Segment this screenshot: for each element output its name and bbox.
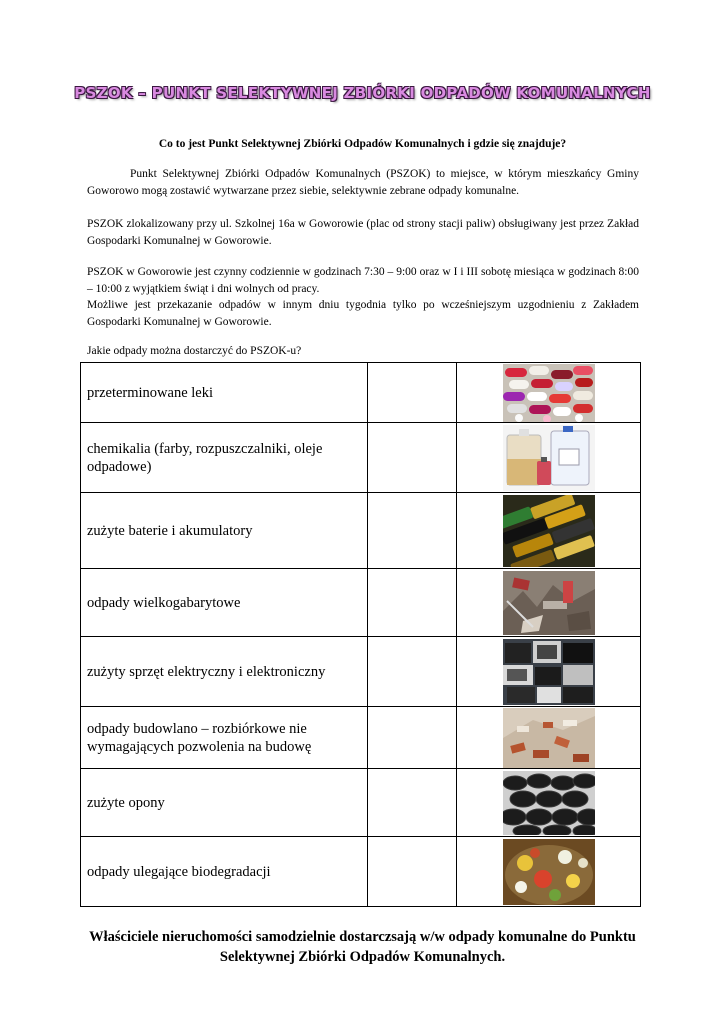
empty-cell — [367, 769, 456, 837]
bulky-waste-photo — [503, 571, 595, 635]
empty-cell — [367, 637, 456, 707]
electronics-photo — [503, 639, 595, 705]
waste-label: odpady wielkogabarytowe — [81, 569, 368, 637]
rubble-photo — [503, 708, 595, 768]
biowaste-photo — [503, 839, 595, 905]
waste-label: zużyte opony — [81, 769, 368, 837]
table-row — [81, 707, 641, 769]
table-row — [81, 637, 641, 707]
section-question: Co to jest Punkt Selektywnej Zbiórki Odpadów Komunalnych i gdzie się znajduje? — [158, 138, 567, 150]
empty-cell — [367, 423, 456, 493]
canisters-photo — [503, 425, 595, 491]
table-row — [81, 569, 641, 637]
location-paragraph: PSZOK zlokalizowany przy ul. Szkolnej 16a w Goworowie (plac od strony stacji paliw) obsługiwany jest przez Zakład Gospodarki Komunalnej w Goworowie. — [87, 218, 639, 247]
footer-note: Właściciele nieruchomości samodzielnie dostarczsają w/w odpady komunalne do Punktu Selektywnej Zbiórki Odpadów Komunalnych. — [89, 929, 636, 965]
empty-cell — [367, 569, 456, 637]
empty-cell — [367, 363, 456, 423]
waste-list-intro: Jakie odpady można dostarczyć do PSZOK-u? — [87, 345, 302, 357]
empty-cell — [367, 493, 456, 569]
table-row — [81, 363, 641, 423]
waste-table — [80, 362, 641, 907]
empty-cell — [367, 837, 456, 907]
table-row — [81, 493, 641, 569]
table-row — [81, 423, 641, 493]
waste-label: zużyty sprzęt elektryczny i elektroniczny — [81, 637, 368, 707]
waste-label: zużyte baterie i akumulatory — [81, 493, 368, 569]
waste-label: odpady ulegające biodegradacji — [81, 837, 368, 907]
table-row — [81, 769, 641, 837]
empty-cell — [367, 707, 456, 769]
hours-paragraph: PSZOK w Goworowie jest czynny codziennie w godzinach 7:30 – 9:00 oraz w I i III sobotę miesiąca w godzinach 8:00 – 10:00 z wyjątkiem świąt i dni wolnych od pracy. — [87, 266, 639, 295]
tires-photo — [503, 771, 595, 835]
waste-label: przeterminowane leki — [81, 363, 368, 423]
pills-photo — [503, 364, 595, 422]
waste-label: odpady budowlano – rozbiórkowe nie wymagających pozwolenia na budowę — [81, 707, 368, 769]
waste-label: chemikalia (farby, rozpuszczalniki, oleje odpadowe) — [81, 423, 368, 493]
batteries-photo — [503, 495, 595, 567]
intro-paragraph: Punkt Selektywnej Zbiórki Odpadów Komunalnych (PSZOK) to miejsce, w którym mieszkańcy Gminy Goworowo mogą zostawić wytwarzane przez siebie, selektywnie zebrane odpady komunalne. — [87, 168, 639, 197]
page-title: PSZOK – PUNKT SELEKTYWNEJ ZBIÓRKI ODPADÓW KOMUNALNYCH — [74, 84, 651, 102]
table-row — [81, 837, 641, 907]
other-days-paragraph: Możliwe jest przekazanie odpadów w innym dniu tygodnia tylko po wcześniejszym uzgodnieniu z Zakładem Gospodarki Komunalnej w Goworowie. — [87, 299, 639, 328]
